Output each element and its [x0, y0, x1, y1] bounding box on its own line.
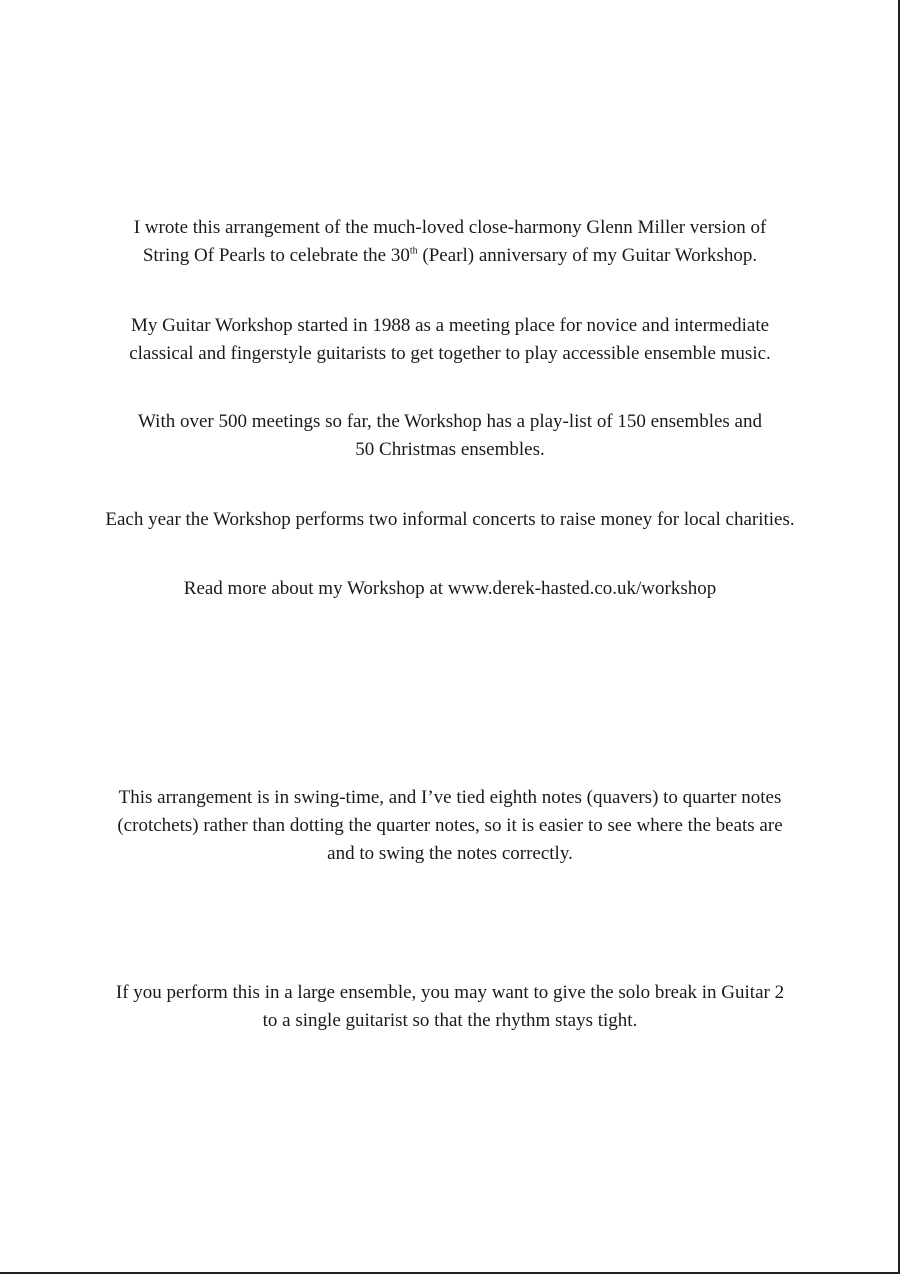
swing-line-1: This arrangement is in swing-time, and I’ve tied eighth notes (quavers) to quarter notes	[118, 787, 782, 808]
swing-line-2: (crotchets) rather than dotting the quarter notes, so it is easier to see where the beats are	[117, 815, 783, 836]
concerts-paragraph	[30, 506, 870, 534]
meetings-paragraph	[50, 408, 850, 464]
workshop-history-paragraph	[50, 312, 850, 368]
read-more-paragraph	[50, 575, 850, 603]
meetings-line-1: With over 500 meetings so far, the Workshop has a play-list of 150 ensembles and	[138, 411, 762, 432]
history-line-1: My Guitar Workshop started in 1988 as a meeting place for novice and intermediate	[130, 315, 770, 336]
swing-line-3: and to swing the notes correctly.	[327, 843, 573, 864]
tip-line-1: If you perform this in a large ensemble, you may want to give the solo break in Guitar 2	[115, 982, 785, 1003]
tip-line-2: to a single guitarist so that the rhythm stays tight.	[262, 1010, 638, 1031]
intro-line-2	[50, 242, 850, 270]
intro-line-2-start: String Of Pearls to celebrate the 30	[142, 245, 410, 266]
history-line-2: classical and fingerstyle guitarists to get together to play accessible ensemble music.	[129, 343, 771, 364]
intro-line-2-end: (Pearl) anniversary of my Guitar Workshop.	[417, 245, 758, 266]
concerts-line-1: Each year the Workshop performs two informal concerts to raise money for local charities.	[105, 509, 795, 530]
ensemble-tip-paragraph	[50, 979, 850, 1035]
intro-paragraph	[50, 214, 850, 270]
intro-line-1: I wrote this arrangement of the much-loved close-harmony Glenn Miller version of	[133, 217, 767, 238]
read-more-line: Read more about my Workshop at www.derek-hasted.co.uk/workshop	[183, 578, 717, 599]
ordinal-suffix: th	[409, 245, 418, 257]
swing-time-paragraph	[50, 784, 850, 868]
meetings-line-2: 50 Christmas ensembles.	[355, 439, 545, 460]
